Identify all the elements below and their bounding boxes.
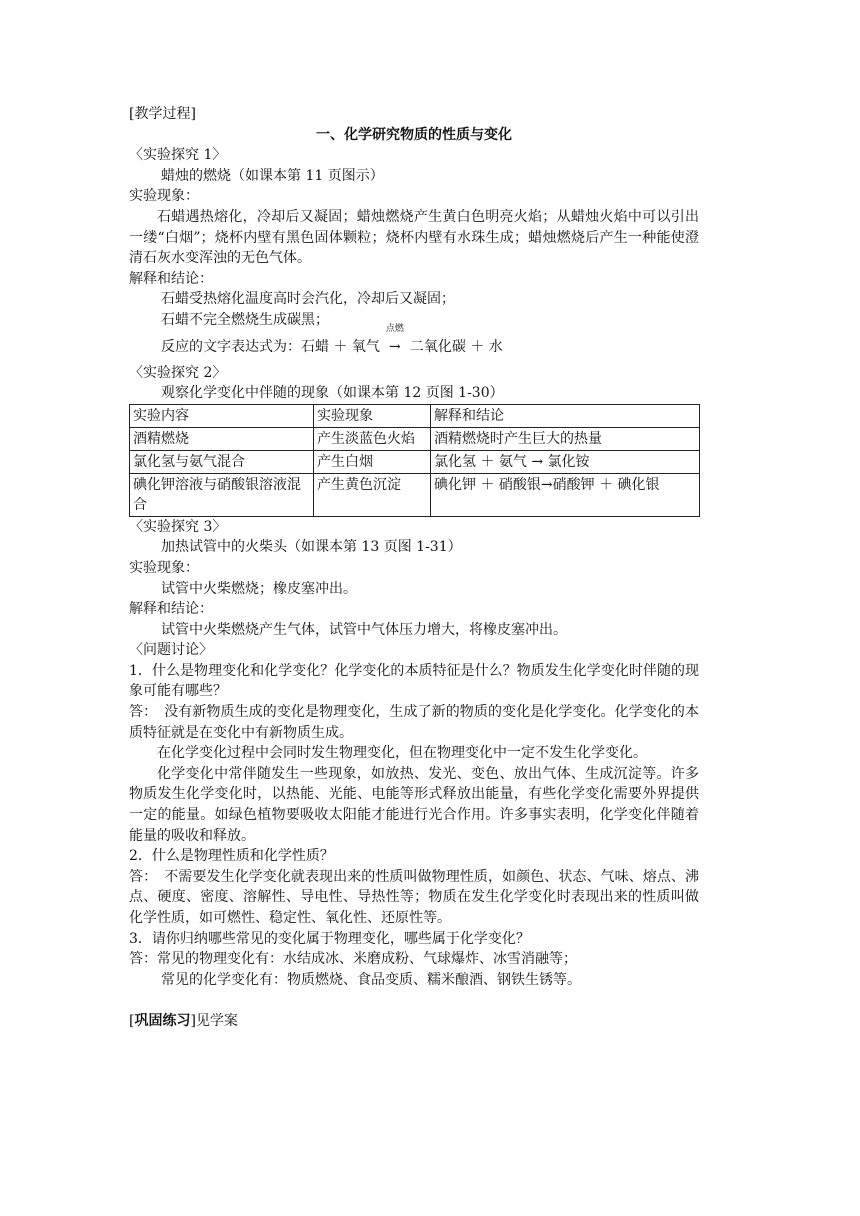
- question-2: 2．什么是物理性质和化学性质？: [129, 848, 334, 865]
- table-row: [130, 427, 700, 450]
- discussion-heading: 〈问题讨论〉: [129, 642, 213, 659]
- exp1-word-equation: [129, 323, 699, 363]
- exp3-heading: 〈实验探究 3〉: [129, 518, 227, 535]
- table-cell: 氯化氢与氨气混合: [130, 450, 314, 473]
- answer-3-line-2: 常见的化学变化有：物质燃烧、食品变质、糯米酿酒、钢铁生锈等。: [161, 971, 581, 988]
- table-header-cell: 实验内容: [130, 404, 314, 427]
- reaction-arrow: [385, 323, 404, 358]
- answer-1-paragraph-2: 在化学变化过程中会同时发生物理变化，但在物理变化中一定不发生化学变化。: [157, 745, 647, 762]
- exp3-phenomenon-text: 试管中火柴燃烧；橡皮塞冲出。: [161, 580, 357, 597]
- lesson-content: [129, 104, 699, 1032]
- practice-line: [129, 1011, 699, 1032]
- table-cell: 产生淡蓝色火焰: [314, 427, 431, 450]
- table-row: [130, 473, 700, 516]
- exp1-conclusion-1: 石蜡受热熔化温度高时会汽化，冷却后又凝固；: [161, 291, 455, 308]
- answer-1-paragraph-1: 答： 没有新物质生成的变化是物理变化，生成了新的物质的变化是化学变化。化学变化的本质特征就是在变化中有新物质生成。: [129, 704, 699, 741]
- answer-2: 答： 不需要发生化学变化就表现出来的性质叫做物理性质，如颜色、状态、气味、熔点、沸点、硬度、密度、溶解性、导电性、导热性等；物质在发生化学变化时表现出来的性质叫做化学性质，如可燃性、稳定性、氧化性、还原性等。: [129, 868, 699, 926]
- arrow-glyph: →: [389, 338, 401, 355]
- practice-text: 见学案: [195, 1012, 238, 1029]
- exp3-conclusion-text: 试管中火柴燃烧产生气体，试管中气体压力增大，将橡皮塞冲出。: [161, 621, 567, 638]
- table-cell: 产生黄色沉淀: [314, 473, 431, 516]
- practice-bracket-open: [: [129, 1012, 135, 1029]
- section-header: [教学过程]: [129, 106, 196, 122]
- practice-bracket-close: ]: [190, 1012, 196, 1029]
- table-header-cell: 实验现象: [314, 404, 431, 427]
- equation-products: 二氧化碳 ＋ 水: [409, 338, 503, 355]
- exp2-heading: 〈实验探究 2〉: [129, 364, 227, 381]
- table-cell: 氯化氢 ＋ 氨气 → 氯化铵: [431, 450, 700, 473]
- practice-label: 巩固练习: [134, 1012, 191, 1029]
- answer-1-paragraph-3: 化学变化中常伴随发生一些现象，如放热、发光、变色、放出气体、生成沉淀等。许多物质发生化学变化时，以热能、光能、电能等形式释放出能量，有些化学变化需要外界提供一定的能量。如绿色植物要吸收太阳能才能进行光合作用。许多事实表明，化学变化伴随着能量的吸收和释放。: [129, 765, 699, 844]
- experiment-table: [129, 404, 700, 517]
- exp1-conclusion-label: 解释和结论：: [129, 270, 213, 287]
- exp1-phenomenon-text: 石蜡遇热熔化，冷却后又凝固；蜡烛燃烧产生黄白色明亮火焰；从蜡烛火焰中可以引出一缕“白烟”；烧杯内壁有黑色固体颗粒；烧杯内壁有水珠生成；蜡烛燃烧后产生一种能使澄清石灰水变浑浊的无色气体。: [129, 208, 699, 267]
- question-3: 3．请你归纳哪些常见的变化属于物理变化，哪些属于化学变化？: [129, 930, 530, 947]
- table-cell: 产生白烟: [314, 450, 431, 473]
- reaction-condition: 点燃: [385, 323, 404, 334]
- exp2-subject: 观察化学变化中伴随的现象（如课本第 12 页图 1-30）: [161, 385, 504, 402]
- exp3-conclusion-label: 解释和结论：: [129, 601, 213, 618]
- table-row: [130, 450, 700, 473]
- exp3-phenomenon-label: 实验现象：: [129, 559, 199, 576]
- table-header-row: [130, 404, 700, 427]
- table-cell: 酒精燃烧: [130, 427, 314, 450]
- equation-reactants: 反应的文字表达式为：石蜡 ＋ 氧气: [161, 338, 380, 355]
- exp1-subject: 蜡烛的燃烧（如课本第 11 页图示）: [161, 167, 384, 184]
- page-title: 一、化学研究物质的性质与变化: [316, 126, 512, 143]
- exp3-subject: 加热试管中的火柴头（如课本第 13 页图 1-31）: [161, 539, 462, 556]
- exp1-phenomenon-label: 实验现象：: [129, 188, 199, 205]
- spacer: [129, 990, 699, 1011]
- table-cell: 酒精燃烧时产生巨大的热量: [431, 427, 700, 450]
- table-cell: 碘化钾溶液与硝酸银溶液混合: [130, 473, 314, 516]
- table-header-cell: 解释和结论: [431, 404, 700, 427]
- table-cell: 碘化钾 ＋ 硝酸银→硝酸钾 ＋ 碘化银: [431, 473, 700, 516]
- exp1-heading: 〈实验探究 1〉: [129, 147, 227, 164]
- answer-3-line-1: 答：常见的物理变化有：水结成冰、米磨成粉、气球爆炸、冰雪消融等；: [129, 951, 577, 968]
- exp1-conclusion-2: 石蜡不完全燃烧生成碳黑；: [161, 311, 329, 328]
- question-1: 1．什么是物理变化和化学变化？化学变化的本质特征是什么？物质发生化学变化时伴随的现象可能有哪些？: [129, 662, 699, 700]
